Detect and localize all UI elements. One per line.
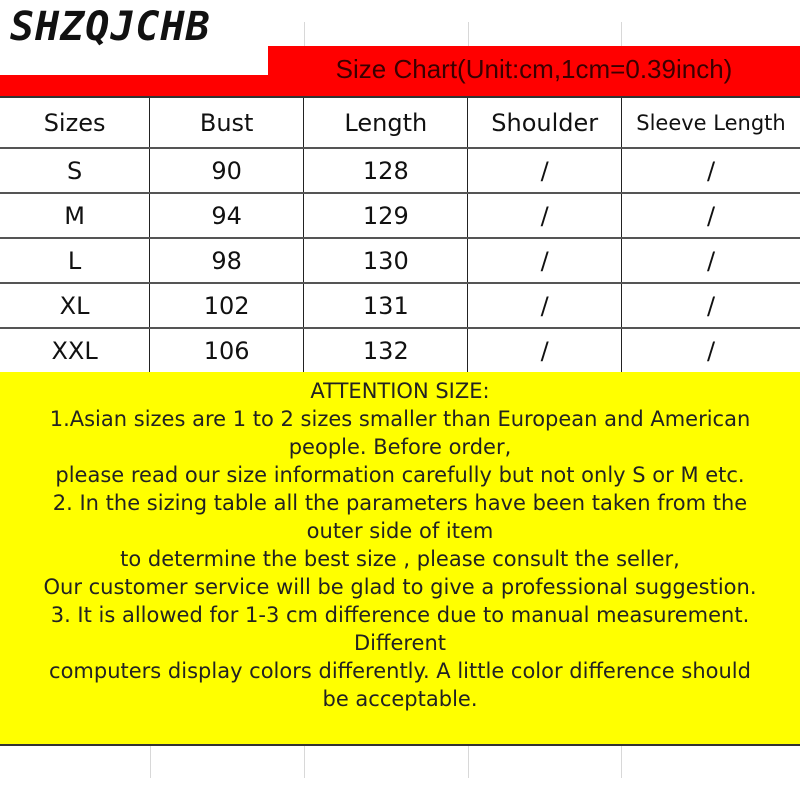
notice-line: please read our size information carefully but not only S or M etc. (55, 463, 745, 487)
header-row (0, 98, 800, 148)
table-cell: / (468, 148, 622, 193)
table-row (0, 328, 800, 373)
gridline (468, 746, 469, 778)
gridline (621, 22, 622, 46)
table-cell: / (621, 283, 800, 328)
table-cell: / (468, 328, 622, 373)
header-cell: Sizes (0, 98, 150, 148)
notice-line: to determine the best size , please consult the seller, (120, 547, 680, 571)
header-cell: Shoulder (468, 98, 622, 148)
table-cell: / (468, 238, 622, 283)
header-cell: Length (304, 98, 468, 148)
table-cell: 94 (150, 193, 304, 238)
table-cell: 130 (304, 238, 468, 283)
table-cell: / (468, 283, 622, 328)
header-cell: Sleeve Length (621, 98, 800, 148)
table-row (0, 238, 800, 283)
table-cell: 90 (150, 148, 304, 193)
notice-line: outer side of item (306, 519, 494, 543)
notice-line: 2. In the sizing table all the parameters have been taken from the (52, 491, 748, 515)
table-cell: M (0, 193, 150, 238)
table-cell: 128 (304, 148, 468, 193)
table-cell: 102 (150, 283, 304, 328)
notice-line: Different (353, 631, 447, 655)
notice-line: be acceptable. (322, 687, 478, 711)
table-cell: 106 (150, 328, 304, 373)
notice-line: ATTENTION SIZE: (310, 379, 490, 403)
notice-line: Our customer service will be glad to give a professional suggestion. (43, 575, 757, 599)
table-cell: / (621, 148, 800, 193)
table-row (0, 148, 800, 193)
table-row (0, 193, 800, 238)
table-cell: 131 (304, 283, 468, 328)
table-cell: / (621, 328, 800, 373)
chart-title: Size Chart(Unit:cm,1cm=0.39inch) (335, 54, 733, 84)
gridline (468, 22, 469, 46)
gridline (304, 22, 305, 46)
table-cell: S (0, 148, 150, 193)
gridline (150, 746, 151, 778)
table-row (0, 283, 800, 328)
header-cell: Bust (150, 98, 304, 148)
attention-notice (0, 372, 800, 746)
gridline (621, 746, 622, 778)
table-cell: 98 (150, 238, 304, 283)
table-cell: L (0, 238, 150, 283)
table-cell: / (621, 238, 800, 283)
table-cell: XL (0, 283, 150, 328)
table-cell: 129 (304, 193, 468, 238)
notice-line: people. Before order, (288, 435, 512, 459)
table-cell: XXL (0, 328, 150, 373)
brand-logo (0, 0, 268, 75)
table-cell: / (621, 193, 800, 238)
table-cell: 132 (304, 328, 468, 373)
brand-name: SHZQJCHB (10, 4, 211, 50)
notice-line: 3. It is allowed for 1-3 cm difference due to manual measurement. (50, 603, 750, 627)
size-table (0, 98, 800, 374)
table-cell: / (468, 193, 622, 238)
gridline (304, 746, 305, 778)
notice-line: computers display colors differently. A little color difference should (49, 659, 751, 683)
notice-line: 1.Asian sizes are 1 to 2 sizes smaller than European and American (49, 407, 751, 431)
